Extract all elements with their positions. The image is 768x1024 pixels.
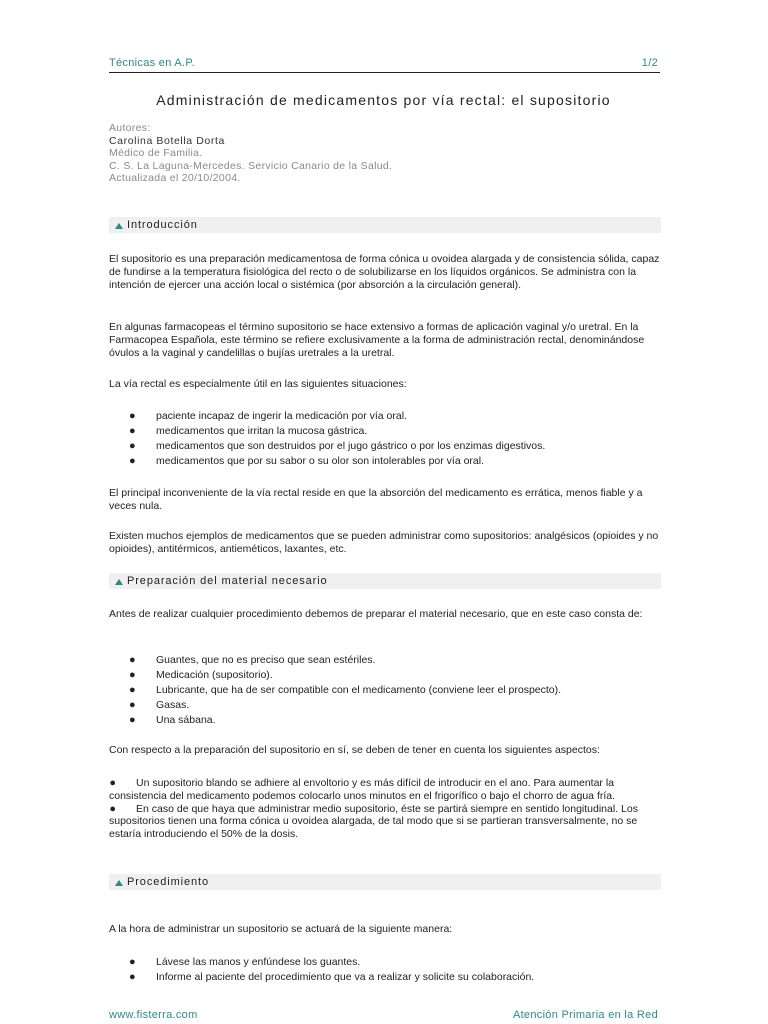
bullet-icon: ● <box>129 699 136 711</box>
bullet-icon: ● <box>129 714 136 726</box>
intro-paragraph-2: En algunas farmacopeas el término supositorio se hace extensivo a formas de aplicación vaginal y/o uretral. En la Farmacopea Española, este término se refiere exclusivamente a la forma de administración rectal, denominándose óvulos a la vaginal y candelillas o bujías uretrales a la uretral. <box>109 321 645 359</box>
page-number: 1/2 <box>641 57 658 69</box>
intro-paragraph-1: El supositorio es una preparación medicamentosa de forma cónica u ovoidea alargada y de consistencia sólida, capaz de fundirse a la temperatura fisiológica del recto o de solubilizarse en los líquidos orgánicos. Se administra con la intención de ejercer una acción local o sistémica (por absorción a la circulación general). <box>109 253 660 291</box>
material-list <box>109 653 661 728</box>
list-item: ● Guantes, que no es preciso que sean estériles. <box>129 654 376 666</box>
material-paragraph-2: Con respecto a la preparación del supositorio en sí, se deben de tener en cuenta los siguientes aspectos: <box>109 744 600 756</box>
page-header <box>109 57 658 69</box>
list-item: ● Medicación (supositorio). <box>129 669 273 681</box>
bullet-icon: ● <box>129 971 136 983</box>
list-item: ● Un supositorio blando se adhiere al envoltorio y es más difícil de introducir en el ano. Para aumentar la consistencia del medicamento podemos colocarlo unos minutos en el frigorífico o bajo el chorro de agua fría. <box>109 777 616 802</box>
bullet-icon: ● <box>109 777 116 789</box>
author-name: Carolina Botella Dorta <box>109 134 225 147</box>
intro-situations-list <box>109 409 661 469</box>
author-role: Médico de Familia. <box>109 147 203 159</box>
intro-paragraph-3: La vía rectal es especialmente útil en las siguientes situaciones: <box>109 378 407 390</box>
bullet-icon: ● <box>109 802 116 815</box>
intro-paragraph-4: El principal inconveniente de la vía rectal reside en que la absorción del medicamento es errática, menos fiable y a veces nula. <box>109 487 643 512</box>
material-paragraph-1: Antes de realizar cualquier procedimiento debemos de preparar el material necesario, que en este caso consta de: <box>109 608 643 620</box>
list-item: ● Lubricante, que ha de ser compatible con el medicamento (conviene leer el prospecto). <box>129 684 562 696</box>
list-item: ● Gasas. <box>129 699 190 711</box>
procedure-paragraph-1: A la hora de administrar un supositorio se actuará de la siguiente manera: <box>109 923 453 935</box>
section-title-material: Preparación del material necesario <box>127 575 328 587</box>
header-section-name: Técnicas en A.P. <box>109 57 195 69</box>
list-item: ● medicamentos que son destruidos por el jugo gástrico o por los enzimas digestivos. <box>129 440 546 452</box>
document-title: Administración de medicamentos por vía rectal: el supositorio <box>156 92 611 108</box>
footer-link-fisterra[interactable]: www.fisterra.com <box>109 1009 198 1021</box>
section-title-procedure: Procedimiento <box>127 876 210 888</box>
updated-date: Actualizada el 20/10/2004. <box>109 172 241 184</box>
bullet-icon: ● <box>129 425 136 437</box>
bullet-icon: ● <box>129 956 136 968</box>
bullet-icon: ● <box>129 654 136 666</box>
section-title-intro: Introducción <box>127 219 198 231</box>
bullet-icon: ● <box>129 440 136 452</box>
procedure-steps-list <box>109 955 661 985</box>
authors-block <box>109 122 658 185</box>
triangle-up-icon[interactable] <box>115 880 123 886</box>
bullet-icon: ● <box>129 410 136 422</box>
page-footer <box>109 1009 658 1021</box>
list-item: ● En caso de que haya que administrar medio supositorio, éste se partirá siempre en sentido longitudinal. Los supositorios tienen una forma cónica u ovoidea alargada, de tal modo que si se partieran transversalmente, no se estaría introduciendo el 50% de la dosis. <box>109 802 638 841</box>
list-item: ● medicamentos que irritan la mucosa gástrica. <box>129 425 368 437</box>
authors-label: Autores: <box>109 122 151 134</box>
author-center: C. S. La Laguna-Mercedes. Servicio Canario de la Salud. <box>109 159 393 172</box>
list-item: ● Lávese las manos y enfúndese los guantes. <box>129 956 361 968</box>
list-item: ● Una sábana. <box>129 714 216 726</box>
bullet-icon: ● <box>129 669 136 681</box>
section-header-procedure[interactable] <box>109 874 661 890</box>
list-item: ● medicamentos que por su sabor o su olor son intolerables por vía oral. <box>129 455 485 467</box>
intro-paragraph-5: Existen muchos ejemplos de medicamentos que se pueden administrar como supositorios: analgésicos (opioides y no opioides), antitérmicos, antieméticos, laxantes, etc. <box>109 530 659 555</box>
section-header-material[interactable] <box>109 573 661 589</box>
triangle-up-icon[interactable] <box>115 223 123 229</box>
section-header-intro[interactable] <box>109 217 661 233</box>
suppository-aspects-list <box>109 777 661 841</box>
bullet-icon: ● <box>129 455 136 467</box>
list-item: ● Informe al paciente del procedimiento que va a realizar y solicite su colaboración. <box>129 971 535 983</box>
footer-tagline: Atención Primaria en la Red <box>512 1009 658 1021</box>
header-divider <box>109 72 660 73</box>
triangle-up-icon[interactable] <box>115 579 123 585</box>
bullet-icon: ● <box>129 684 136 696</box>
list-item: ● paciente incapaz de ingerir la medicación por vía oral. <box>129 410 407 422</box>
